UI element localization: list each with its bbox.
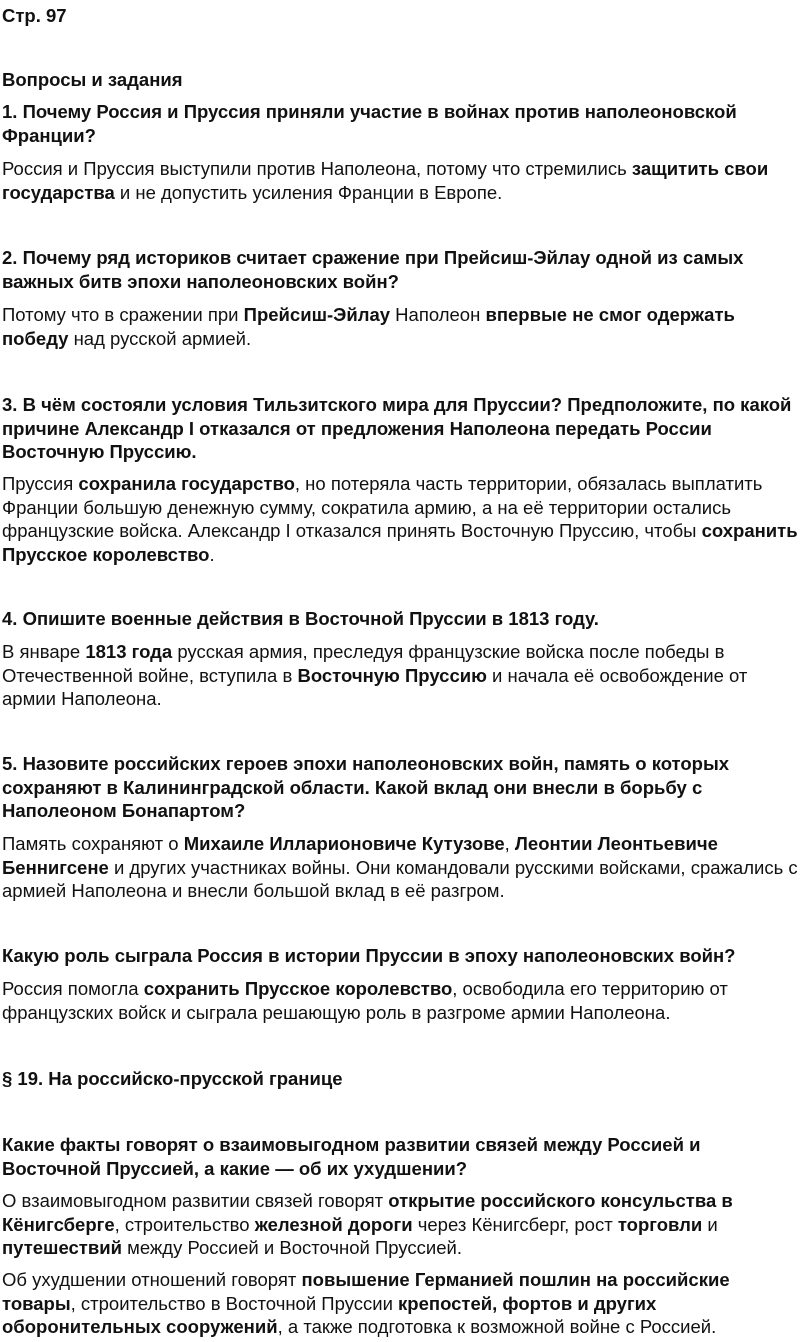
text-run: и других участниках войны. Они командовали русскими войсками, сражались с армией Наполеона и внесли большой вклад в её разгром.: [2, 856, 798, 901]
section-heading: Вопросы и задания: [2, 69, 183, 90]
question-7: Какие факты говорят о взаимовыгодном развитии связей между Россией и Восточной Пруссией, а какие — об их ухудшении?: [2, 1134, 701, 1179]
text-run: и: [702, 1213, 718, 1235]
text-run: ,: [504, 833, 515, 854]
bold-term: торговли: [617, 1213, 703, 1235]
question-4: 4. Опишите военные действия в Восточной Пруссии в 1813 году.: [2, 608, 599, 629]
bold-term: железной дороги: [254, 1213, 413, 1235]
text-run: Пруссия: [2, 473, 79, 494]
text-run: над русской армией.: [68, 327, 252, 349]
text-run: Потому что в сражении при: [2, 304, 244, 325]
answer-4: [2, 640, 798, 711]
answer-2: [2, 303, 798, 350]
text-run: между Россией и Восточной Пруссией.: [121, 1237, 463, 1258]
text-run: и не допустить усиления Франции в Европе.: [114, 181, 503, 203]
text-run: Наполеон: [390, 304, 486, 325]
bold-term: Михаиле Илларионовиче Кутузове: [183, 833, 505, 854]
text-run: , а также подготовка к возможной войне с Россией.: [277, 1316, 717, 1337]
paragraph-title: § 19. На российско-прусской границе: [2, 1068, 343, 1089]
bold-term: впервые не смог одержать победу: [2, 304, 735, 349]
question-2: 2. Почему ряд историков считает сражение при Прейсиш-Эйлау одной из самых важных битв эпохи наполеоновских войн?: [2, 247, 744, 292]
text-run: , освободила его территорию от французских войск и сыграла решающую роль в разгроме армии Наполеона.: [2, 978, 728, 1023]
bold-term: сохранить Прусское королевство: [2, 520, 798, 565]
bold-term: Прейсиш-Эйлау: [243, 304, 391, 325]
bold-term: 1813 года: [85, 641, 173, 662]
answer-7b: [2, 1268, 798, 1339]
bold-term: сохранила государство: [78, 473, 295, 494]
bold-term: повышение Германией пошлин на российские товары: [2, 1269, 730, 1314]
text-run: Россия и Пруссия выступили против Наполеона, потому что стремились: [2, 158, 632, 179]
bold-term: защитить свои государства: [2, 158, 769, 203]
answer-6: [2, 977, 798, 1024]
bold-term: крепостей, фортов и других оборонительных сооружений: [2, 1292, 657, 1337]
bold-term: Леонтии Леонтьевиче Беннигсене: [2, 833, 718, 878]
text-run: и начала её освобождение от армии Наполеона.: [2, 664, 748, 709]
text-run: О взаимовыгодном развитии связей говорят: [2, 1190, 389, 1211]
bold-term: Восточную Пруссию: [297, 664, 487, 686]
text-run: , строительство в Восточной Пруссии: [70, 1292, 399, 1314]
text-run: через Кёнигсберг, рост: [412, 1213, 618, 1235]
answer-1: [2, 157, 798, 204]
text-run: Об ухудшении отношений говорят: [2, 1269, 302, 1290]
bold-term: открытие российского консульства в Кёнигсберге: [2, 1190, 733, 1235]
bold-term: сохранить Прусское королевство: [143, 978, 453, 999]
text-run: , строительство: [114, 1213, 255, 1235]
text-run: , но потеряла часть территории, обязалась выплатить Франции большую денежную сумму, сократила армию, а на её территории остались французские войска. Александр I отказался принять Восточную Пруссию, чтобы: [2, 473, 763, 541]
text-run: Россия помогла: [2, 978, 144, 999]
bold-term: путешествий: [2, 1237, 122, 1258]
page-label: Стр. 97: [2, 5, 67, 26]
answer-3: [2, 472, 798, 566]
question-1: 1. Почему Россия и Пруссия приняли участие в войнах против наполеоновской Франции?: [2, 101, 737, 146]
question-6: Какую роль сыграла Россия в истории Пруссии в эпоху наполеоновских войн?: [2, 945, 736, 966]
text-run: В январе: [2, 641, 86, 662]
text-run: Память сохраняют о: [2, 833, 184, 854]
answer-5: [2, 832, 798, 903]
text-run: русская армия, преследуя французские войска после победы в Отечественной войне, вступила в: [2, 641, 725, 686]
question-5: 5. Назовите российских героев эпохи наполеоновских войн, память о которых сохраняют в Калининградской области. Какой вклад они внесли в борьбу с Наполеоном Бонапартом?: [2, 753, 730, 821]
text-run: .: [209, 543, 215, 565]
question-3: 3. В чём состояли условия Тильзитского мира для Пруссии? Предположите, по какой причине Александр I отказался от предложения Наполеона передать России Восточную Пруссию.: [2, 394, 792, 462]
answer-7a: [2, 1189, 798, 1260]
